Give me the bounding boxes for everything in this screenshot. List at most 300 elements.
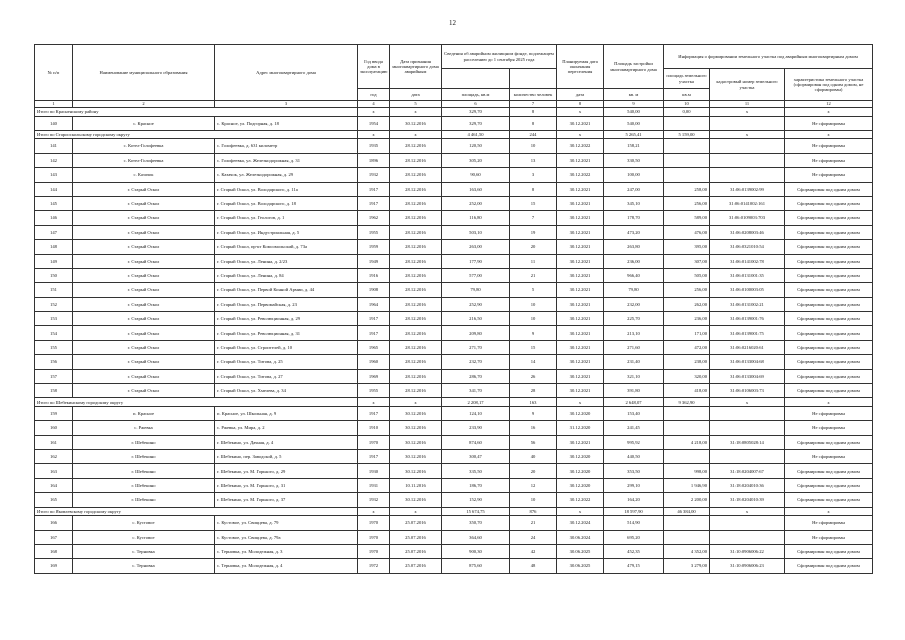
municipality-cell: г. Старый Оскол bbox=[73, 268, 215, 282]
land-char-cell: Сформирован под одним домом bbox=[785, 326, 873, 340]
column-number: 10 bbox=[664, 101, 710, 108]
planned-date-cell: 30.12.2021 bbox=[557, 326, 604, 340]
area-cell: 186,70 bbox=[442, 478, 510, 492]
land-char-cell: Сформирован под одним домом bbox=[785, 196, 873, 210]
land-char-cell: Сформирован под одним домом bbox=[785, 559, 873, 573]
planned-date-cell: 30.12.2021 bbox=[557, 240, 604, 254]
building-area-cell: 263,80 bbox=[604, 240, 664, 254]
municipality-cell: с. Ржевка bbox=[73, 421, 215, 435]
planned-date-cell: 30.12.2021 bbox=[557, 153, 604, 167]
total-land-area: 0,00 bbox=[664, 108, 710, 117]
row-number: 144 bbox=[35, 182, 73, 196]
recognition-date-cell: 30.12.2016 bbox=[390, 406, 442, 420]
table-row bbox=[35, 211, 873, 225]
land-area-cell bbox=[664, 450, 710, 464]
recognition-date-cell: 30.12.2016 bbox=[390, 421, 442, 435]
area-cell: 232,70 bbox=[442, 355, 510, 369]
header-num: № п/п bbox=[35, 45, 73, 101]
address-cell: г. Шебекино, пер. Заводской, д. 5 bbox=[215, 450, 358, 464]
row-number: 141 bbox=[35, 139, 73, 153]
cadastral-cell bbox=[710, 116, 785, 130]
cadastral-cell: 31:06:0109003:703 bbox=[710, 211, 785, 225]
row-number: 169 bbox=[35, 559, 73, 573]
planned-date-cell: 30.12.2020 bbox=[557, 450, 604, 464]
planned-date-cell: 30.12.2021 bbox=[557, 211, 604, 225]
land-char-cell: Сформирован под одним домом bbox=[785, 283, 873, 297]
municipality-cell: г. Старый Оскол bbox=[73, 326, 215, 340]
land-char-cell: Сформирован под одним домом bbox=[785, 240, 873, 254]
row-number: 164 bbox=[35, 478, 73, 492]
area-cell: 341,70 bbox=[442, 384, 510, 398]
total-year: x bbox=[358, 507, 390, 516]
recognition-date-cell: 28.12.2016 bbox=[390, 211, 442, 225]
total-plan-date: x bbox=[557, 398, 604, 407]
area-cell: 300,47 bbox=[442, 450, 510, 464]
land-area-cell: 4 352,00 bbox=[664, 544, 710, 558]
header-emergency-fund: Сведения об аварийном жилищном фонде, подлежащем расселению до 1 сентября 2025 года bbox=[442, 45, 557, 69]
land-area-cell: 307,00 bbox=[664, 254, 710, 268]
municipality-cell: г. Шебекино bbox=[73, 450, 215, 464]
people-cell: 15 bbox=[510, 340, 557, 354]
land-area-cell bbox=[664, 530, 710, 544]
municipality-cell: п. Красное bbox=[73, 406, 215, 420]
group-total-row bbox=[35, 507, 873, 516]
year-cell: 1896 bbox=[358, 153, 390, 167]
area-cell: 503,10 bbox=[442, 225, 510, 239]
column-number: 8 bbox=[557, 101, 604, 108]
people-cell: 24 bbox=[510, 530, 557, 544]
header-land-info: Информация о формировании земельного участка под аварийным многоквартирным домом bbox=[664, 45, 873, 69]
land-char-cell: Сформирован под одним домом bbox=[785, 369, 873, 383]
planned-date-cell: 31.12.2020 bbox=[557, 421, 604, 435]
row-number: 142 bbox=[35, 153, 73, 167]
recognition-date-cell: 25.07.2016 bbox=[390, 544, 442, 558]
municipality-cell: г. Старый Оскол bbox=[73, 369, 215, 383]
people-cell: 21 bbox=[510, 268, 557, 282]
address-cell: г. Старый Оскол, ул. Ленина, д. 84 bbox=[215, 268, 358, 282]
land-char-cell: Не сформирован bbox=[785, 153, 873, 167]
table-row bbox=[35, 182, 873, 196]
planned-date-cell: 30.12.2020 bbox=[557, 464, 604, 478]
row-number: 161 bbox=[35, 435, 73, 449]
building-area-cell: 353,50 bbox=[604, 464, 664, 478]
table-row bbox=[35, 516, 873, 530]
area-cell: 116,80 bbox=[442, 211, 510, 225]
land-char-cell: Не сформирован bbox=[785, 168, 873, 182]
land-char-cell: Не сформирован bbox=[785, 530, 873, 544]
address-cell: г. Шебекино, ул. М. Горького, д. 37 bbox=[215, 493, 358, 507]
building-area-cell: 452,35 bbox=[604, 544, 664, 558]
row-number: 163 bbox=[35, 464, 73, 478]
cadastral-cell: 31:18:0204007:67 bbox=[710, 464, 785, 478]
address-cell: г. Старый Оскол, ул. Титова, д. 25 bbox=[215, 355, 358, 369]
recognition-date-cell: 30.12.2016 bbox=[390, 116, 442, 130]
land-char-cell: Сформирован под одним домом bbox=[785, 297, 873, 311]
year-cell: 1970 bbox=[358, 516, 390, 530]
year-cell: 1970 bbox=[358, 544, 390, 558]
total-cadastral: x bbox=[710, 398, 785, 407]
municipality-cell: г. Старый Оскол bbox=[73, 225, 215, 239]
cadastral-cell: 31:06:0139001:75 bbox=[710, 326, 785, 340]
area-cell: 263,00 bbox=[442, 240, 510, 254]
land-char-cell: Сформирован под одним домом bbox=[785, 493, 873, 507]
area-cell: 271,70 bbox=[442, 340, 510, 354]
row-number: 168 bbox=[35, 544, 73, 558]
people-cell: 14 bbox=[510, 355, 557, 369]
building-area-cell: 247,00 bbox=[604, 182, 664, 196]
total-date: x bbox=[390, 507, 442, 516]
cadastral-cell: 31:06:0131002:21 bbox=[710, 297, 785, 311]
recognition-date-cell: 28.12.2016 bbox=[390, 254, 442, 268]
area-cell: 577,00 bbox=[442, 268, 510, 282]
total-area: 2 208,17 bbox=[442, 398, 510, 407]
year-cell: 1969 bbox=[358, 369, 390, 383]
building-area-cell: 241,45 bbox=[604, 421, 664, 435]
total-year: x bbox=[358, 398, 390, 407]
land-area-cell: 256,00 bbox=[664, 196, 710, 210]
table-row bbox=[35, 450, 873, 464]
recognition-date-cell: 28.12.2016 bbox=[390, 153, 442, 167]
municipality-cell: г. Шебекино bbox=[73, 478, 215, 492]
area-cell: 875,60 bbox=[442, 559, 510, 573]
unit-area: площадь, кв.м bbox=[442, 89, 510, 101]
planned-date-cell: 30.06.2025 bbox=[557, 544, 604, 558]
land-area-cell bbox=[664, 421, 710, 435]
municipality-cell: с. Котел-Голофеевка bbox=[73, 139, 215, 153]
unit-build-area: кв. м bbox=[604, 89, 664, 101]
planned-date-cell: 30.12.2024 bbox=[557, 516, 604, 530]
land-area-cell bbox=[664, 516, 710, 530]
area-cell: 252,00 bbox=[442, 196, 510, 210]
people-cell: 8 bbox=[510, 116, 557, 130]
total-land-area: 5 159,00 bbox=[664, 130, 710, 139]
people-cell: 16 bbox=[510, 421, 557, 435]
recognition-date-cell: 28.12.2016 bbox=[390, 384, 442, 398]
land-area-cell: 476,00 bbox=[664, 225, 710, 239]
emergency-housing-register-table bbox=[34, 44, 873, 574]
recognition-date-cell: 28.12.2016 bbox=[390, 196, 442, 210]
recognition-date-cell: 30.12.2016 bbox=[390, 493, 442, 507]
planned-date-cell: 30.12.2021 bbox=[557, 268, 604, 282]
land-char-cell: Сформирован под одним домом bbox=[785, 225, 873, 239]
municipality-cell: г. Старый Оскол bbox=[73, 384, 215, 398]
table-row bbox=[35, 153, 873, 167]
area-cell: 305,20 bbox=[442, 153, 510, 167]
municipality-cell: г. Старый Оскол bbox=[73, 211, 215, 225]
people-cell: 7 bbox=[510, 211, 557, 225]
people-cell: 28 bbox=[510, 384, 557, 398]
address-cell: г. Старый Оскол, ул. Первомайская, д. 23 bbox=[215, 297, 358, 311]
group-label: Итого по Красненскому району bbox=[35, 108, 358, 117]
table-row bbox=[35, 312, 873, 326]
recognition-date-cell: 28.12.2016 bbox=[390, 168, 442, 182]
table-row bbox=[35, 116, 873, 130]
municipality-cell: г. Старый Оскол bbox=[73, 312, 215, 326]
land-area-cell: 238,00 bbox=[664, 355, 710, 369]
page-number: 12 bbox=[449, 19, 456, 27]
total-land-char: x bbox=[785, 507, 873, 516]
header-people-sub bbox=[510, 69, 557, 89]
people-cell: 20 bbox=[510, 464, 557, 478]
total-build-area: 18 597,90 bbox=[604, 507, 664, 516]
group-total-row bbox=[35, 398, 873, 407]
total-build-area: 540,00 bbox=[604, 108, 664, 117]
cadastral-cell: 31:10:0906006:22 bbox=[710, 544, 785, 558]
address-cell: п. Красное, ул. Школьная, д. 9 bbox=[215, 406, 358, 420]
header-planned-date: Планируемая дата окончания переселения bbox=[557, 45, 604, 89]
building-area-cell: 345,10 bbox=[604, 196, 664, 210]
address-cell: г. Старый Оскол, ул. Хмелева, д. 34 bbox=[215, 384, 358, 398]
planned-date-cell: 30.12.2021 bbox=[557, 312, 604, 326]
recognition-date-cell: 28.12.2016 bbox=[390, 182, 442, 196]
cadastral-cell: 31:18:0204010:39 bbox=[710, 493, 785, 507]
cadastral-cell: 31:06:0131001:35 bbox=[710, 268, 785, 282]
year-cell: 1908 bbox=[358, 283, 390, 297]
building-area-cell: 514,90 bbox=[604, 516, 664, 530]
address-cell: с. Терновка, ул. Молодежная, д. 4 bbox=[215, 559, 358, 573]
column-number: 9 bbox=[604, 101, 664, 108]
building-area-cell: 299,10 bbox=[604, 478, 664, 492]
area-cell: 120,50 bbox=[442, 139, 510, 153]
column-number: 5 bbox=[390, 101, 442, 108]
planned-date-cell: 30.12.2021 bbox=[557, 182, 604, 196]
recognition-date-cell: 28.12.2016 bbox=[390, 225, 442, 239]
address-cell: г. Шебекино, ул. М. Горького, д. 31 bbox=[215, 478, 358, 492]
recognition-date-cell: 28.12.2016 bbox=[390, 139, 442, 153]
building-area-cell: 158,21 bbox=[604, 139, 664, 153]
header-land-char: характеристика земельного участка (сформирован под одним домом, не сформирован) bbox=[785, 69, 873, 101]
municipality-cell: г. Шебекино bbox=[73, 493, 215, 507]
address-cell: г. Старый Оскол, ул. Революционная, д. 31 bbox=[215, 326, 358, 340]
header-area-sub bbox=[442, 69, 510, 89]
column-number: 11 bbox=[710, 101, 785, 108]
table-row bbox=[35, 369, 873, 383]
land-area-cell bbox=[664, 116, 710, 130]
planned-date-cell: 30.12.2021 bbox=[557, 196, 604, 210]
cadastral-cell bbox=[710, 516, 785, 530]
planned-date-cell: 30.06.2025 bbox=[557, 559, 604, 573]
recognition-date-cell: 25.07.2016 bbox=[390, 516, 442, 530]
people-cell: 20 bbox=[510, 240, 557, 254]
row-number: 140 bbox=[35, 116, 73, 130]
table-row bbox=[35, 384, 873, 398]
building-area-cell: 100,00 bbox=[604, 168, 664, 182]
building-area-cell: 391,80 bbox=[604, 384, 664, 398]
area-cell: 216,50 bbox=[442, 312, 510, 326]
group-total-row bbox=[35, 130, 873, 139]
building-area-cell: 473,20 bbox=[604, 225, 664, 239]
row-number: 147 bbox=[35, 225, 73, 239]
total-plan-date: x bbox=[557, 108, 604, 117]
land-area-cell: 256,00 bbox=[664, 283, 710, 297]
column-number: 6 bbox=[442, 101, 510, 108]
land-char-cell: Не сформирован bbox=[785, 406, 873, 420]
building-area-cell: 995,92 bbox=[604, 435, 664, 449]
recognition-date-cell: 28.12.2016 bbox=[390, 340, 442, 354]
building-area-cell: 213,10 bbox=[604, 326, 664, 340]
year-cell: 1931 bbox=[358, 478, 390, 492]
year-cell: 1962 bbox=[358, 211, 390, 225]
land-char-cell: Не сформирован bbox=[785, 116, 873, 130]
land-char-cell: Сформирован под одним домом bbox=[785, 312, 873, 326]
municipality-cell: с. Кустовое bbox=[73, 530, 215, 544]
table-row bbox=[35, 421, 873, 435]
year-cell: 1917 bbox=[358, 196, 390, 210]
row-number: 162 bbox=[35, 450, 73, 464]
municipality-cell: г. Шебекино bbox=[73, 464, 215, 478]
area-cell: 233,90 bbox=[442, 421, 510, 435]
total-people: 244 bbox=[510, 130, 557, 139]
table-row bbox=[35, 478, 873, 492]
total-area: 15 674,75 bbox=[442, 507, 510, 516]
row-number: 143 bbox=[35, 168, 73, 182]
people-cell: 5 bbox=[510, 283, 557, 297]
municipality-cell: г. Старый Оскол bbox=[73, 283, 215, 297]
cadastral-cell: 31:06:0106003:73 bbox=[710, 384, 785, 398]
land-area-cell: 505,00 bbox=[664, 268, 710, 282]
address-cell: с. Казачок, ул. Железнодорожная, д. 29 bbox=[215, 168, 358, 182]
table-row bbox=[35, 340, 873, 354]
people-cell: 56 bbox=[510, 435, 557, 449]
table-row bbox=[35, 225, 873, 239]
municipality-cell: г. Старый Оскол bbox=[73, 196, 215, 210]
recognition-date-cell: 10.11.2016 bbox=[390, 478, 442, 492]
planned-date-cell: 30.12.2021 bbox=[557, 283, 604, 297]
header-land-area: площадь земельного участка bbox=[664, 69, 710, 89]
land-area-cell: 236,00 bbox=[664, 312, 710, 326]
total-date: x bbox=[390, 130, 442, 139]
cadastral-cell: 31:10:0906006:23 bbox=[710, 559, 785, 573]
land-area-cell bbox=[664, 139, 710, 153]
planned-date-cell: 30.12.2022 bbox=[557, 168, 604, 182]
address-cell: с. Терновка, ул. Молодежная, д. 3 bbox=[215, 544, 358, 558]
column-number: 12 bbox=[785, 101, 873, 108]
total-land-area: 46 384,00 bbox=[664, 507, 710, 516]
year-cell: 1970 bbox=[358, 530, 390, 544]
total-build-area: 5 265,41 bbox=[604, 130, 664, 139]
building-area-cell: 479,15 bbox=[604, 559, 664, 573]
unit-people: количество человек bbox=[510, 89, 557, 101]
column-number: 1 bbox=[35, 101, 73, 108]
year-cell: 1959 bbox=[358, 240, 390, 254]
building-area-cell: 225,70 bbox=[604, 312, 664, 326]
address-cell: г. Старый Оскол, ул. Титова, д. 27 bbox=[215, 369, 358, 383]
address-cell: г. Шебекино, ул. Дачная, д. 4 bbox=[215, 435, 358, 449]
table-row bbox=[35, 435, 873, 449]
building-area-cell: 178,70 bbox=[604, 211, 664, 225]
year-cell: 1932 bbox=[358, 168, 390, 182]
column-number: 2 bbox=[73, 101, 215, 108]
total-land-char: x bbox=[785, 130, 873, 139]
year-cell: 1960 bbox=[358, 355, 390, 369]
land-area-cell bbox=[664, 168, 710, 182]
recognition-date-cell: 28.12.2016 bbox=[390, 297, 442, 311]
planned-date-cell: 30.12.2020 bbox=[557, 478, 604, 492]
recognition-date-cell: 30.12.2016 bbox=[390, 450, 442, 464]
header-municipality: Наименование муниципального образования bbox=[73, 45, 215, 101]
building-area-cell: 271,60 bbox=[604, 340, 664, 354]
year-cell: 1970 bbox=[358, 435, 390, 449]
unit-plan-date: дата bbox=[557, 89, 604, 101]
cadastral-cell bbox=[710, 406, 785, 420]
recognition-date-cell: 25.07.2016 bbox=[390, 530, 442, 544]
table-row bbox=[35, 240, 873, 254]
group-label: Итого по Яковлевскому городскому округу bbox=[35, 507, 358, 516]
municipality-cell: с. Терновка bbox=[73, 544, 215, 558]
table-row bbox=[35, 254, 873, 268]
people-cell: 3 bbox=[510, 168, 557, 182]
table-row bbox=[35, 168, 873, 182]
total-plan-date: x bbox=[557, 507, 604, 516]
table-row bbox=[35, 268, 873, 282]
building-area-cell: 330,50 bbox=[604, 153, 664, 167]
address-cell: г. Старый Оскол, ул. Первой Конной Армии, д. 44 bbox=[215, 283, 358, 297]
row-number: 152 bbox=[35, 297, 73, 311]
building-area-cell: 440,50 bbox=[604, 450, 664, 464]
total-date: x bbox=[390, 108, 442, 117]
recognition-date-cell: 25.07.2016 bbox=[390, 559, 442, 573]
row-number: 146 bbox=[35, 211, 73, 225]
row-number: 153 bbox=[35, 312, 73, 326]
row-number: 166 bbox=[35, 516, 73, 530]
table-row bbox=[35, 355, 873, 369]
total-year: x bbox=[358, 130, 390, 139]
row-number: 151 bbox=[35, 283, 73, 297]
cadastral-cell: 31:06:0208003:46 bbox=[710, 225, 785, 239]
column-number: 7 bbox=[510, 101, 557, 108]
land-area-cell bbox=[664, 153, 710, 167]
planned-date-cell: 30.12.2022 bbox=[557, 493, 604, 507]
column-number-row bbox=[35, 101, 873, 108]
table-row bbox=[35, 196, 873, 210]
building-area-cell: 236,00 bbox=[604, 254, 664, 268]
table-row bbox=[35, 544, 873, 558]
land-area-cell: 418,00 bbox=[664, 384, 710, 398]
planned-date-cell: 30.12.2021 bbox=[557, 435, 604, 449]
table-body bbox=[35, 108, 873, 574]
building-area-cell: 231,40 bbox=[604, 355, 664, 369]
area-cell: 252,90 bbox=[442, 297, 510, 311]
cadastral-cell: 31:06:0141002:78 bbox=[710, 254, 785, 268]
planned-date-cell: 30.12.2021 bbox=[557, 297, 604, 311]
municipality-cell: г. Старый Оскол bbox=[73, 355, 215, 369]
area-cell: 163,60 bbox=[442, 182, 510, 196]
total-cadastral: x bbox=[710, 108, 785, 117]
municipality-cell: с. Котел-Голофеевка bbox=[73, 153, 215, 167]
area-cell: 177,90 bbox=[442, 254, 510, 268]
land-char-cell: Сформирован под одним домом bbox=[785, 355, 873, 369]
people-cell: 10 bbox=[510, 493, 557, 507]
header-year-built: Год ввода дома в эксплуатацию bbox=[358, 45, 390, 89]
total-plan-date: x bbox=[557, 130, 604, 139]
people-cell: 19 bbox=[510, 225, 557, 239]
total-land-area: 9 362,90 bbox=[664, 398, 710, 407]
cadastral-cell: 31:06:0133004:69 bbox=[710, 369, 785, 383]
land-area-cell: 3 279,00 bbox=[664, 559, 710, 573]
address-cell: г. Старый Оскол, ул. Ленина, д. 2/23 bbox=[215, 254, 358, 268]
area-cell: 329,70 bbox=[442, 116, 510, 130]
address-cell: с. Кустовое, ул. Свиццева, д. 79 bbox=[215, 516, 358, 530]
recognition-date-cell: 28.12.2016 bbox=[390, 240, 442, 254]
building-area-cell: 321,10 bbox=[604, 369, 664, 383]
area-cell: 900,30 bbox=[442, 544, 510, 558]
planned-date-cell: 30.12.2021 bbox=[557, 254, 604, 268]
address-cell: г. Старый Оскол, ул. Володарского, д. 18 bbox=[215, 196, 358, 210]
table-row bbox=[35, 493, 873, 507]
area-cell: 90,60 bbox=[442, 168, 510, 182]
land-char-cell: Сформирован под одним домом bbox=[785, 254, 873, 268]
unit-date: дата bbox=[390, 89, 442, 101]
